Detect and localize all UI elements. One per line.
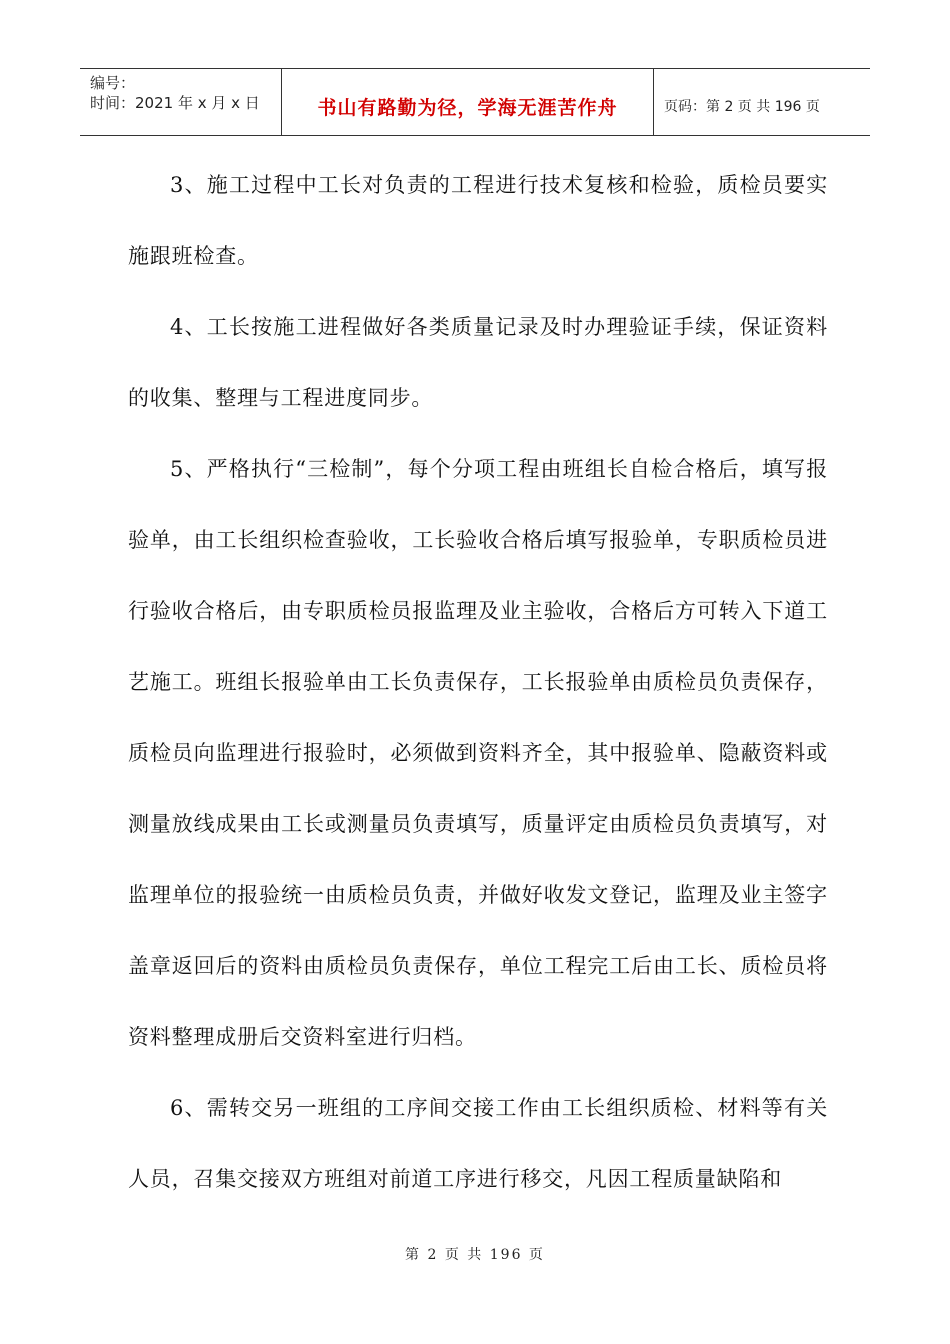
paragraph-6: 6、需转交另一班组的工序间交接工作由工长组织质检、材料等有关人员，召集交接双方班组对前道工序进行移交，凡因工程质量缺陷和 (128, 1096, 828, 1191)
page-header (80, 68, 870, 136)
paragraph-3: 3、施工过程中工长对负责的工程进行技术复核和检验，质检员要实施跟班检查。 (128, 173, 828, 268)
document-body (128, 150, 828, 1215)
header-page-info: 页码：第 2 页 共 196 页 (664, 99, 820, 115)
header-meta (80, 69, 282, 135)
paragraph-4: 4、工长按施工进程做好各类质量记录及时办理验证手续，保证资料的收集、整理与工程进度同步。 (128, 315, 828, 410)
page-footer: 第 2 页 共 196 页 (405, 1247, 545, 1263)
document-number-label: 编号： (90, 74, 136, 92)
header-motto: 书山有路勤为径，学海无涯苦作舟 (282, 69, 654, 135)
document-time-label: 时间：2021 年 x 月 x 日 (90, 94, 260, 112)
paragraph-5: 5、严格执行“三检制”，每个分项工程由班组长自检合格后，填写报验单，由工长组织检查验收，工长验收合格后填写报验单，专职质检员进行验收合格后，由专职质检员报监理及业主验收，合格后方可转入下道工艺施工。班组长报验单由工长负责保存，工长报验单由质检员负责保存，质检员向监理进行报验时，必须做到资料齐全，其中报验单、隐蔽资料或测量放线成果由工长或测量员负责填写，质量评定由质检员负责填写，对监理单位的报验统一由质检员负责，并做好收发文登记，监理及业主签字盖章返回后的资料由质检员负责保存，单位工程完工后由工长、质检员将资料整理成册后交资料室进行归档。 (128, 457, 828, 1049)
